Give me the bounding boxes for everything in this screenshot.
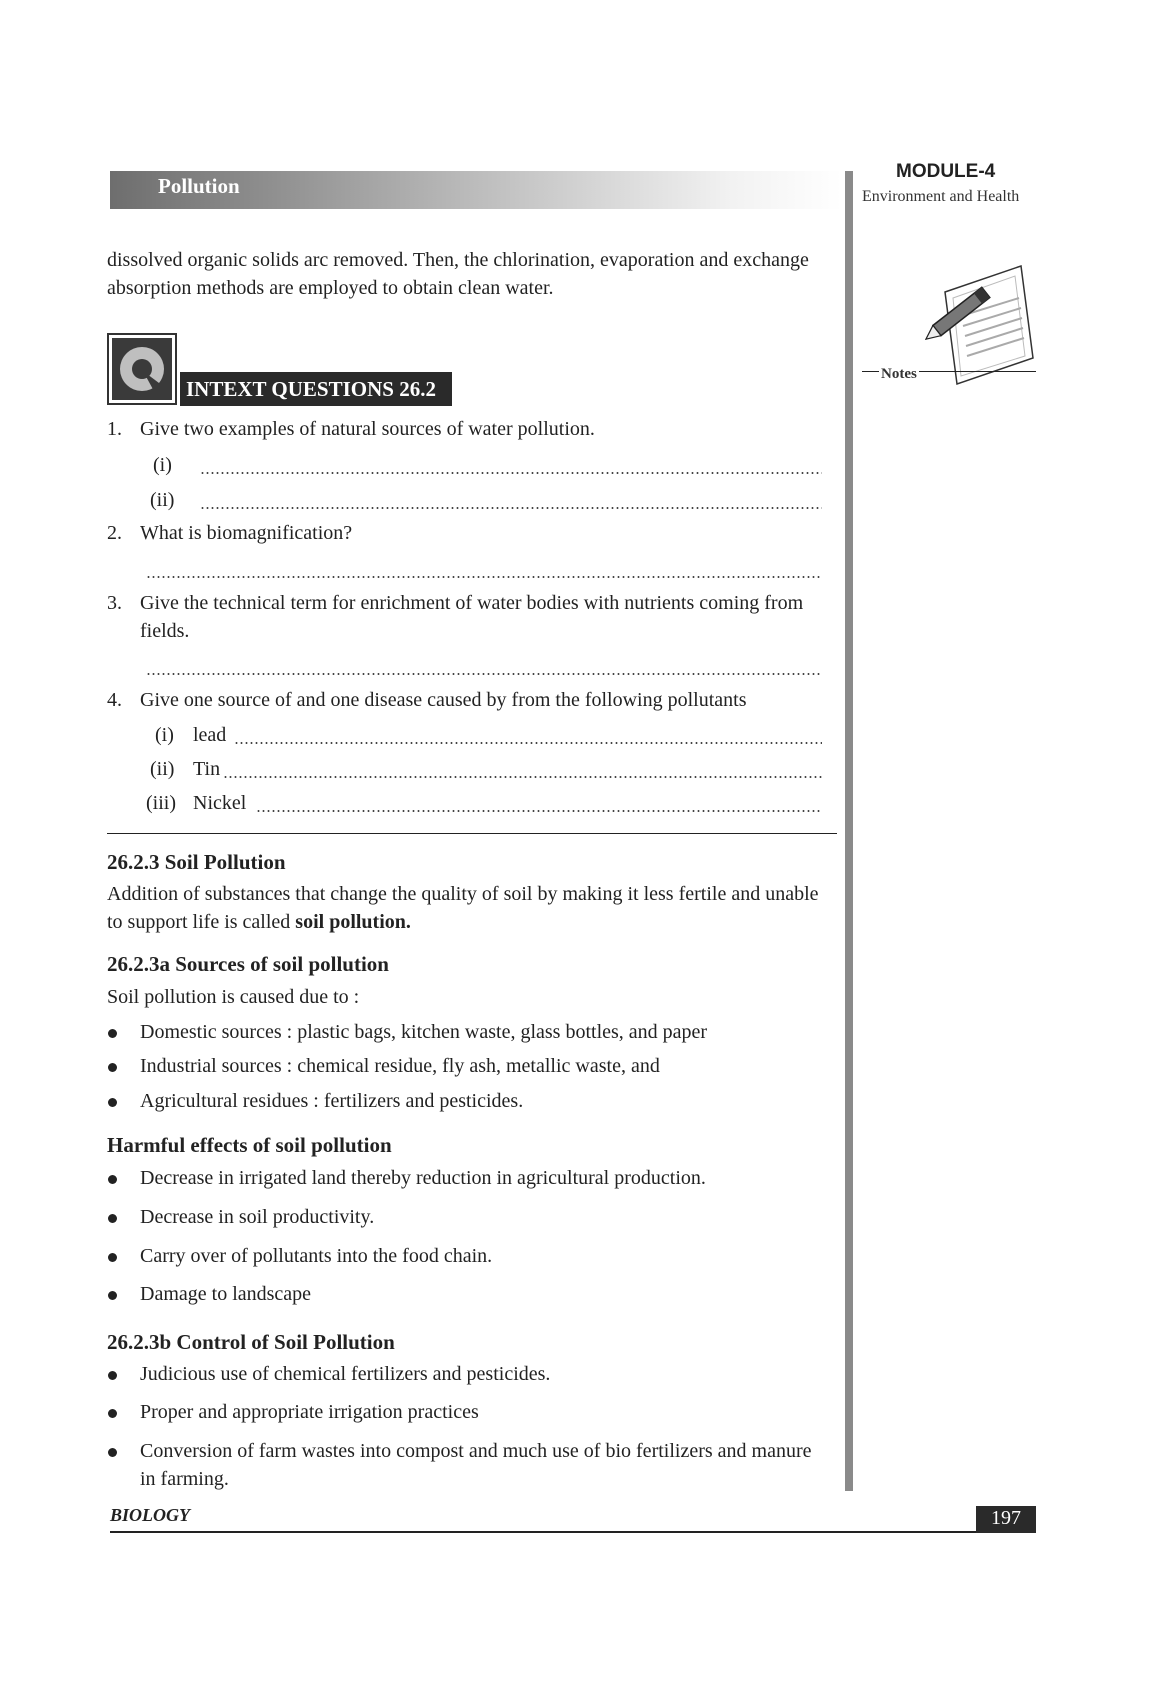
q4-sub-iii-label: (iii) [146,792,176,814]
soil-definition-term: soil pollution. [295,911,411,933]
chapter-title: Pollution [158,174,240,198]
q4-sub-i-text: lead [193,724,227,746]
harmful-item-irrigated-land: Decrease in irrigated land thereby reduction in agricultural production. [140,1167,706,1189]
q4-answer-line-iii[interactable] [256,810,822,812]
control-item-compost: Conversion of farm wastes into compost and much use of bio fertilizers and manure [140,1440,812,1462]
module-subtitle: Environment and Health [862,188,1020,205]
source-item-industrial: Industrial sources : chemical residue, fly ash, metallic waste, and [140,1055,660,1077]
control-item-compost-line2: in farming. [140,1468,229,1490]
q4-text: Give one source of and one disease caused by from the following pollutants [140,689,747,711]
q1-number: 1. [107,418,122,440]
section-divider [107,833,837,834]
q3-text-line2: fields. [140,620,190,642]
harmful-item-food-chain: Carry over of pollutants into the food chain. [140,1245,493,1267]
bullet [108,1291,117,1300]
q4-sub-i-label: (i) [155,724,174,746]
bullet [108,1214,117,1223]
sources-heading: 26.2.3a Sources of soil pollution [107,952,389,976]
soil-definition-text: to support life is called [107,911,296,933]
soil-definition-line1: Addition of substances that change the quality of soil by making it less fertile and unable [107,883,819,905]
q4-sub-iii-text: Nickel [193,792,247,814]
bullet [108,1253,117,1262]
q3-text-line1: Give the technical term for enrichment of water bodies with nutrients coming from [140,592,804,614]
intro-paragraph: dissolved organic solids arc removed. Then, the chlorination, evaporation and exchange absorption methods are employed to obtain clean water. [107,249,809,299]
q2-text: What is biomagnification? [140,522,353,544]
q2-answer-line[interactable] [146,576,822,578]
source-item-agricultural: Agricultural residues : fertilizers and pesticides. [140,1090,524,1112]
harmful-item-landscape: Damage to landscape [140,1283,312,1305]
control-item-judicious-use: Judicious use of chemical fertilizers and pesticides. [140,1363,551,1385]
bullet [108,1175,117,1184]
q4-sub-ii-label: (ii) [150,758,175,780]
control-heading: 26.2.3b Control of Soil Pollution [107,1330,395,1354]
harmful-item-productivity: Decrease in soil productivity. [140,1206,375,1228]
q4-number: 4. [107,689,122,711]
bullet [108,1448,117,1457]
module-label: MODULE-4 [896,161,996,182]
source-item-domestic: Domestic sources : plastic bags, kitchen waste, glass bottles, and paper [140,1021,708,1043]
bullet [108,1029,117,1038]
q4-sub-ii-text: Tin [193,758,221,780]
sources-intro: Soil pollution is caused due to : [107,986,360,1008]
notes-label: Notes [881,366,917,382]
q3-answer-line[interactable] [146,673,822,675]
page-number: 197 [991,1507,1021,1529]
footer-rule [110,1531,1036,1533]
q1-answer-line-i[interactable] [200,472,822,474]
q1-sub-ii-label: (ii) [150,489,175,511]
soil-pollution-heading: 26.2.3 Soil Pollution [107,850,286,874]
q3-number: 3. [107,592,122,614]
q1-text: Give two examples of natural sources of water pollution. [140,418,595,440]
harmful-effects-heading: Harmful effects of soil pollution [107,1133,392,1157]
q1-sub-i-label: (i) [153,454,172,476]
soil-definition-line2 [107,909,411,935]
control-item-irrigation: Proper and appropriate irrigation practices [140,1401,479,1423]
bullet [108,1063,117,1072]
bullet [108,1371,117,1380]
q4-answer-line-i[interactable] [234,742,822,744]
q2-number: 2. [107,522,122,544]
footer-subject: BIOLOGY [110,1505,190,1525]
q4-answer-line-ii[interactable] [223,776,822,778]
bullet [108,1409,117,1418]
q1-answer-line-ii[interactable] [200,507,822,509]
question-icon [107,333,177,405]
margin-divider [845,171,853,1491]
bullet [108,1098,117,1107]
intext-questions-title: INTEXT QUESTIONS 26.2 [180,372,452,406]
